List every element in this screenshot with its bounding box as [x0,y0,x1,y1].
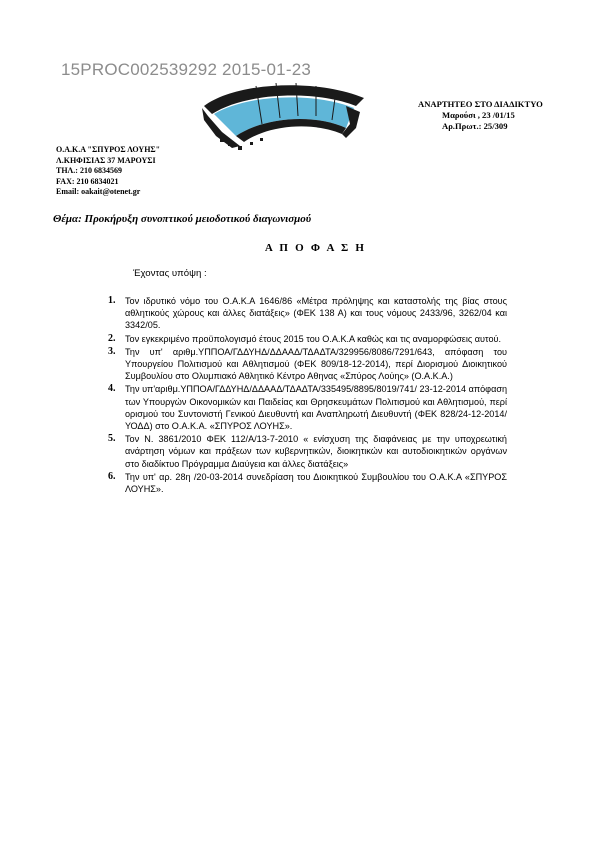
document-date: Μαρούσι , 23 /01/15 [442,110,515,120]
list-item-number: 3. [108,345,116,357]
list-item-number: 1. [108,295,116,306]
oaka-stadium-roof-logo-icon [196,76,368,154]
decision-title: Α Π Ο Φ Α Σ Η [264,242,367,254]
list-item-text: Την υπ' αριθμ.ΥΠΠΟΑ/ΓΔΔΥΗΔ/ΔΔΑΑΔ/ΤΔΑΔΤΑ/329956/8086/7291/643, απόφαση του Υπουργείου Πολιτισμού και Αθλητισμού (ΦΕΚ 809/18-12-2014), περί Διορισμού Διοικητικού Συμβουλίου στο Ολυμπιακό Αθλητικό Κέντρο Αθηνας «Σπύρος Λούης» (Ο.Α.Κ.Α.) [125,346,507,382]
list-item-text: Τον Ν. 3861/2010 ΦΕΚ 112/Α/13-7-2010 « ενίσχυση της διαφάνειας με την υποχρεωτική ανάρτηση νόμων και πράξεων των κυβερνητικών, διοικητικών και αυτοδιοικητικών οργάνων στο διαδίκτυο Πρόγραμμα Διαύγεια και άλλες διατάξεις» [125,434,507,469]
list-item [108,295,507,332]
list-item [108,333,507,345]
subject-line: Θέμα: Προκήρυξη συνοπτικού μειοδοτικού διαγωνισμού [53,213,312,225]
list-item-text: Την υπ' αρ. 28η /20-03-2014 συνεδρίαση του Διοικητικού Συμβουλίου του Ο.Α.Κ.Α «ΣΠΥΡΟΣ ΛΟΥΗΣ». [125,471,507,495]
publish-online-note: ΑΝΑΡΤΗΤΕΟ ΣΤΟ ΔΙΑΔΙΚΤΥΟ [418,99,543,109]
list-item [108,346,507,383]
list-item-number: 4. [108,383,116,395]
protocol-number: Αρ.Πρωτ.: 25/309 [442,121,508,131]
organization-tel: ΤΗΛ.: 210 6834569 [56,166,122,176]
having-regard-text: Έχοντας υπόψη : [133,268,207,279]
organization-email: Email: oakait@otenet.gr [56,187,141,197]
list-item [108,471,507,495]
list-item-text: Τον ιδρυτικό νόμο του Ο.Α.Κ.Α 1646/86 «Μέτρα πρόληψης και καταστολής της βίας στους αθλητικούς χώρους και άλλες διατάξεις» (ΦΕΚ 138 Α) και τους νόμους 2433/96, 3262/04 και 3342/05. [125,296,507,331]
list-item-number: 2. [108,332,116,344]
list-item [108,433,507,470]
list-item-number: 6. [108,470,116,482]
header-right [418,99,543,132]
list-item-text: Την υπ'αριθμ.ΥΠΠΟΑ/ΓΔΔΥΗΔ/ΔΔΑΑΔ/ΤΔΑΔΤΑ/335495/8895/8019/741/ 23-12-2014 απόφαση των Υπουργών Οικονομικών και Παιδείας και Θρησκευμάτων Πολιτισμού και Αθλητισμού, περί ορισμού του Συντονιστή Γενικού Διευθυντή και Αναπληρωτή Διευθυντή (ΦΕΚ 828/24-12-2014/ΥΟΔΔ) στο Ο.Α.Κ.Α. «ΣΠΥΡΟΣ ΛΟΥΗΣ». [125,384,507,432]
considerations-list [108,295,507,495]
organization-name: Ο.Α.Κ.Α "ΣΠΥΡΟΣ ΛΟΥΗΣ" [56,145,161,154]
organization-address: Λ.ΚΗΦΙΣΙΑΣ 37 ΜΑΡΟΥΣΙ [56,155,156,165]
list-item [108,383,507,432]
list-item-number: 5. [108,433,116,445]
organization-fax: FAX: 210 6834021 [56,176,119,186]
organization-block [56,145,160,198]
list-item-text: Τον εγκεκριμένο προϋπολογισμό έτους 2015 του Ο.Α.Κ.Α καθώς και τις αναμορφώσεις αυτού. [125,333,502,344]
document-stamp: 15PROC002539292 2015-01-23 [61,60,311,79]
